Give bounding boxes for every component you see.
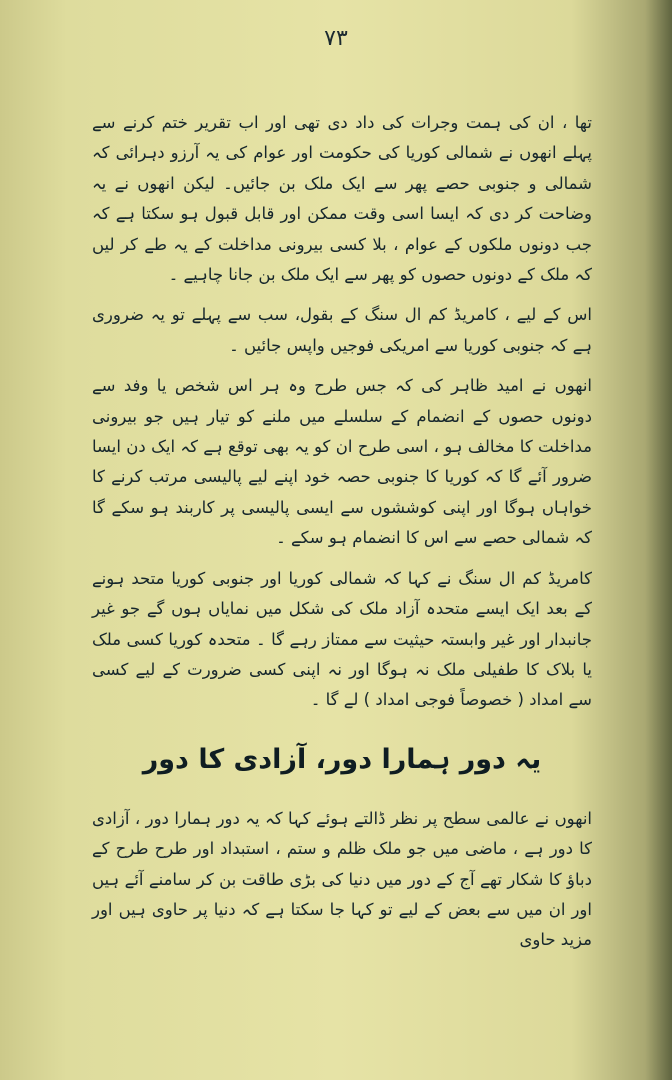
paragraph-5: انھوں نے عالمی سطح پر نظر ڈالتے ہوئے کہا کہ یہ دور ہمارا دور ، آزادی کا دور ہے ، ماضی میں جو ملک ظلم و ستم ، استبداد اور طرح طرح کے دباؤ کا شکار تھے آج کے دور میں دنیا کی بڑی طاقت بن کر سامنے آئے ہیں اور ان میں سے بعض کے لیے تو کہا جا سکتا ہے کہ دنیا پر حاوی ہیں اور مزید حاوی [92,808,592,950]
paragraph-1: تھا ، ان کی ہمت وجرات کی داد دی تھی اور اب تقریر ختم کرنے سے پہلے انھوں نے شمالی کوریا کی حکومت اور عوام کی یہ آرزو دہرائی کہ شمالی و جنوبی حصے پھر سے ایک ملک بن جائیں۔ لیکن انھوں نے یہ وضاحت کر دی کہ ایسا اسی وقت ممکن اور قابل قبول ہو سکتا ہے کہ جب دونوں ملکوں کے عوام ، بلا کسی بیرونی مداخلت کے یہ طے کر لیں کہ ملک کے دونوں حصوں کو پھر سے ایک ملک بن جانا چاہیے ۔ [92,113,592,285]
page-number: ۷۳ [324,26,348,51]
paragraph-2: اس کے لیے ، کامریڈ کم ال سنگ کے بقول، سب سے پہلے تو یہ ضروری ہے کہ جنوبی کوریا سے امریکی فوجیں واپس جائیں ۔ [92,305,592,355]
page-body [92,108,592,956]
paragraph-4: کامریڈ کم ال سنگ نے کہا کہ شمالی کوریا اور جنوبی کوریا متحد ہونے کے بعد ایک ایسے متحدہ آزاد ملک کی شکل میں نمایاں ہوں گے جو غیر جانبدار اور غیر وابستہ حیثیت سے ممتاز رہے گا ۔ متحدہ کوریا کسی ملک یا بلاک کا طفیلی ملک نہ ہوگا اور نہ اپنی کسی ضرورت کے لیے کسی سے امداد ( خصوصاً فوجی امداد ) لے گا ۔ [92,568,592,710]
paragraph-3: انھوں نے امید ظاہر کی کہ جس طرح وہ ہر اس شخص یا وفد سے دونوں حصوں کے انضمام کے سلسلے میں ملنے کو تیار ہیں جو بیرونی مداخلت کا مخالف ہو ، اسی طرح ان کو یہ بھی توقع ہے کہ ایک دن ایسا ضرور آئے گا کہ کوریا کا جنوبی حصہ خود اپنے لیے پالیسی مرتب کرنے کا خواہاں ہوگا اور اپنی کوششوں سے ایسی پالیسی پر کاربند ہو سکے گا کہ شمالی حصے سے اس کا انضمام ہو سکے ۔ [92,376,592,548]
section-heading: یہ دور ہمارا دور، آزادی کا دور [142,743,542,775]
